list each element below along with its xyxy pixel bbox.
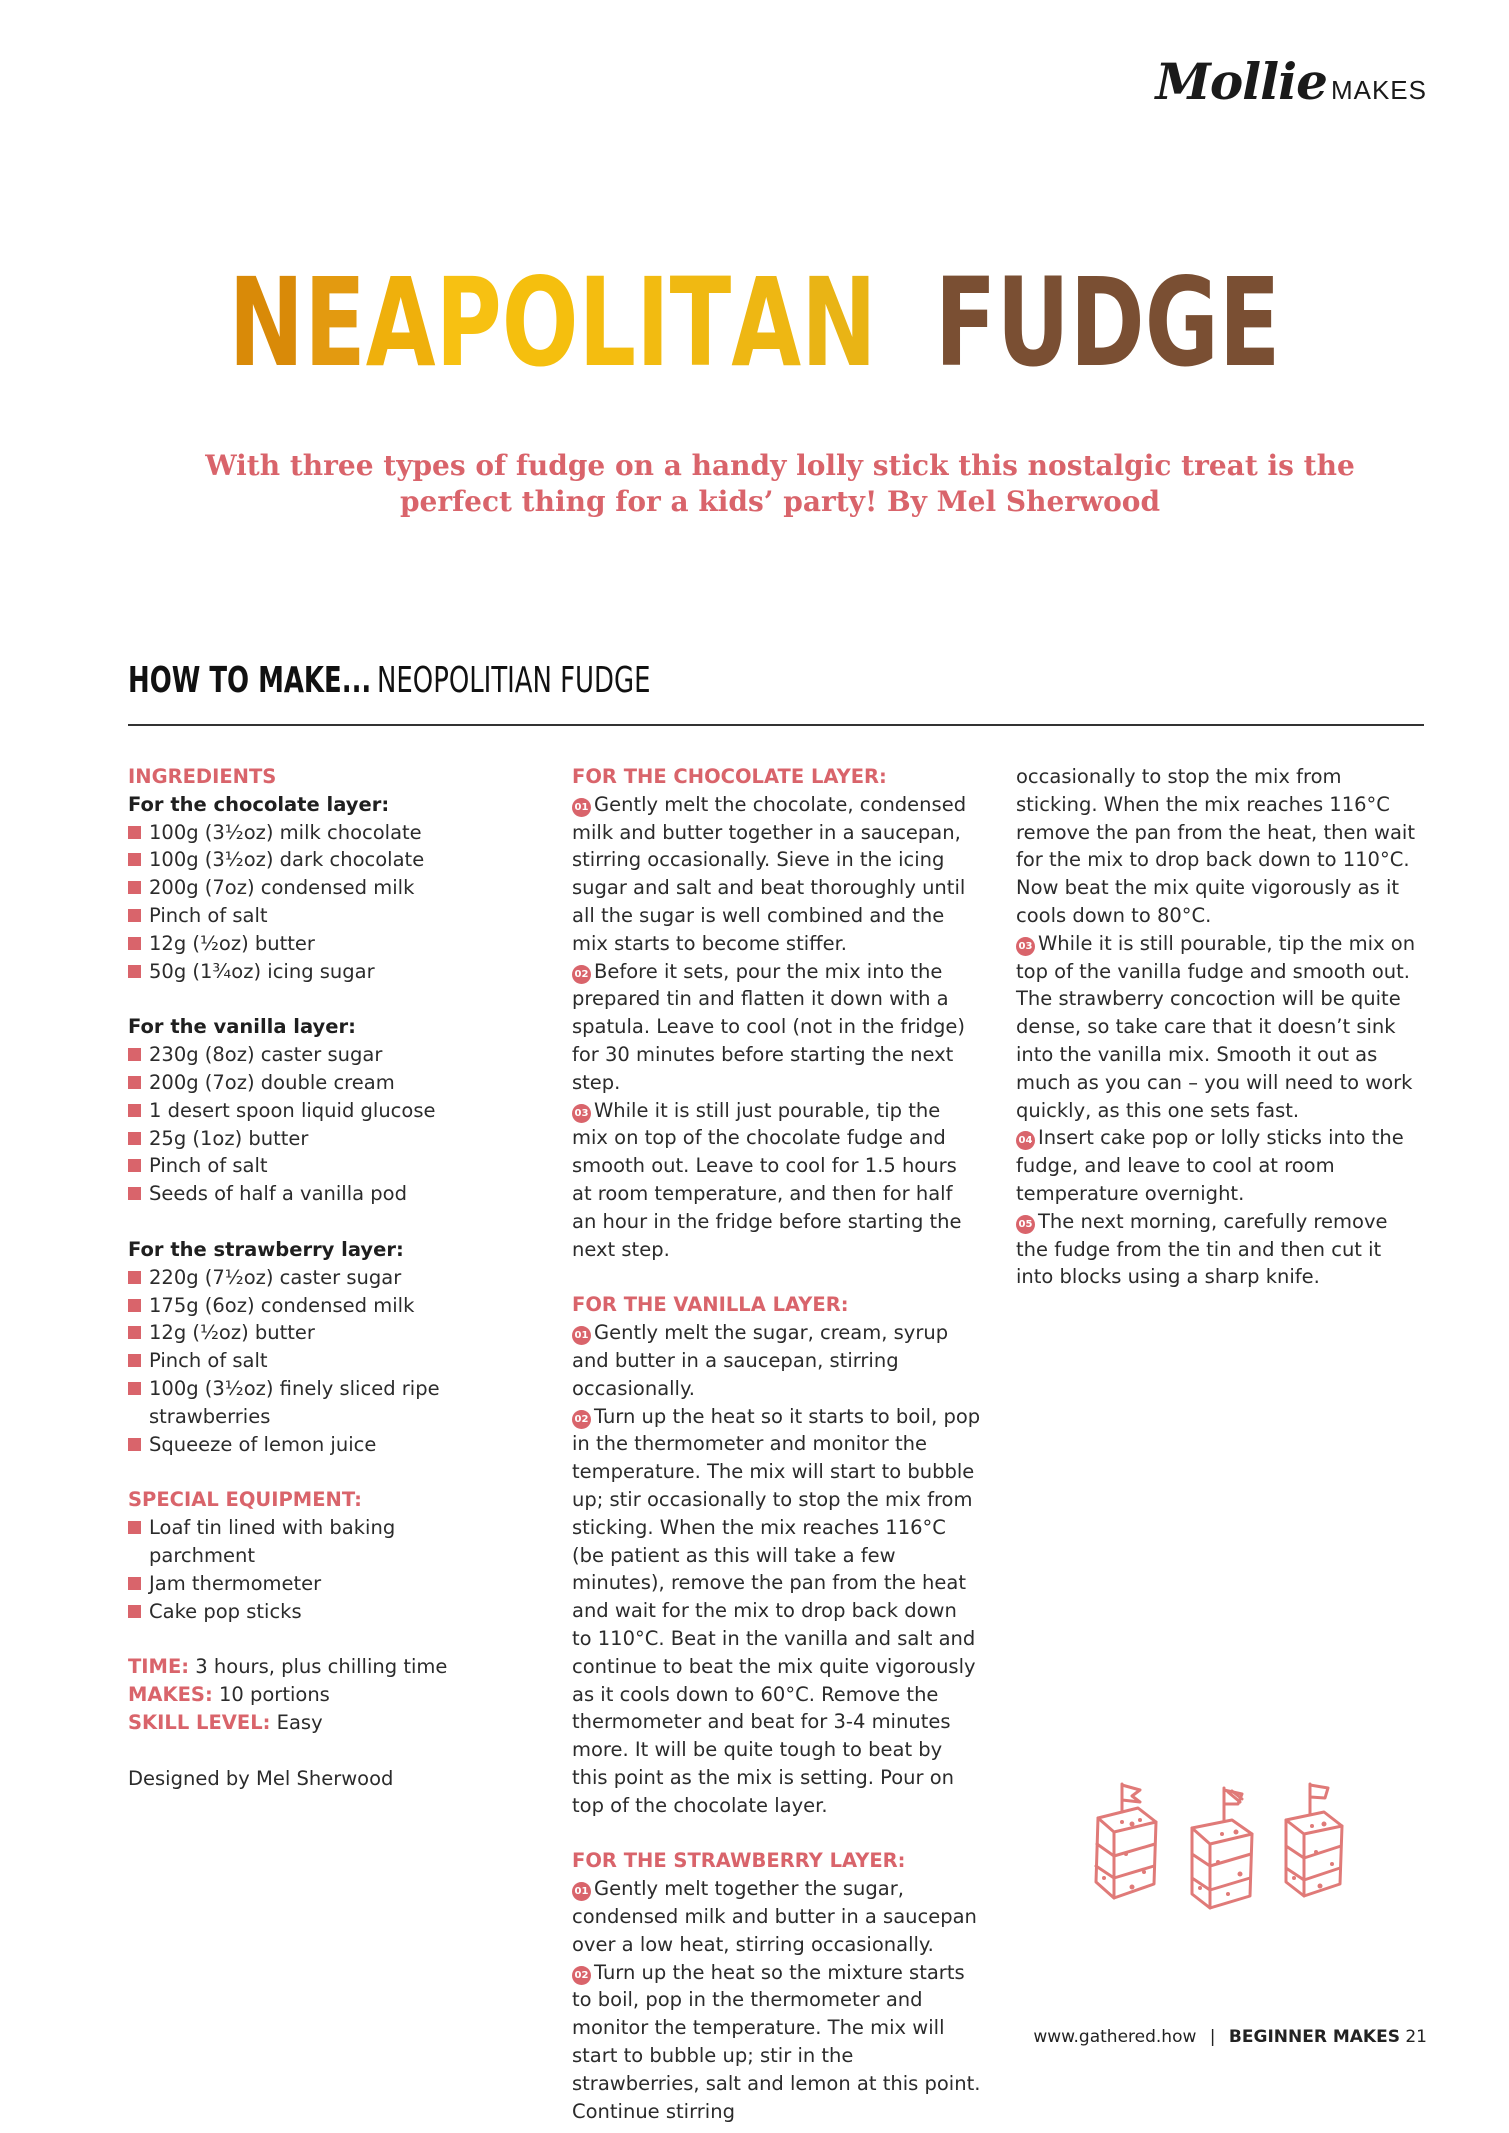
step-number-badge: 03 — [1016, 937, 1035, 956]
title-letter: N — [228, 252, 305, 394]
brand-makes: MAKES — [1330, 75, 1427, 105]
equipment-item: Loaf tin lined with baking parchment — [128, 1514, 458, 1570]
step-text: Gently melt together the sugar, condensed milk and butter in a saucepan over a low heat, stirring occasionally. — [572, 1877, 977, 1956]
strawberry-ingredients-list — [128, 1264, 458, 1459]
method-step — [1016, 1208, 1416, 1291]
ingredients-heading: INGREDIENTS — [128, 765, 277, 788]
title-letter: N — [801, 252, 877, 394]
standfirst: With three types of fudge on a handy lolly stick this nostalgic treat is the perfect thing for a kids’ party! By Mel Sherwood — [205, 449, 1355, 518]
skill-value: Easy — [276, 1710, 323, 1734]
method-step — [572, 791, 982, 958]
makes-info — [128, 1681, 458, 1709]
ingredient-item: Squeeze of lemon juice — [128, 1431, 458, 1459]
step-number-badge: 02 — [572, 965, 591, 984]
title-letter: A — [365, 252, 436, 394]
ingredient-item: Pinch of salt — [128, 902, 458, 930]
step-number-badge: 05 — [1016, 1215, 1035, 1234]
skill-label: SKILL LEVEL: — [128, 1710, 271, 1734]
heading-rule — [128, 724, 1424, 726]
footer-section: BEGINNER MAKES — [1228, 2027, 1400, 2047]
fudge-pop-2 — [1192, 1788, 1252, 1908]
ingredient-item: 100g (3½oz) dark chocolate — [128, 846, 458, 874]
chocolate-method-heading: FOR THE CHOCOLATE LAYER: — [572, 765, 887, 788]
vanilla-method-steps — [572, 1319, 982, 1819]
how-to-project: NEOPOLITIAN FUDGE — [377, 660, 651, 701]
vanilla-ingredients-list — [128, 1041, 458, 1208]
step-number-badge: 02 — [572, 1410, 591, 1429]
time-value: 3 hours, plus chilling time — [195, 1655, 448, 1679]
step-number-badge: 04 — [1016, 1131, 1035, 1150]
page-number: 21 — [1405, 2027, 1427, 2047]
fudge-pops-illustration — [1092, 1782, 1354, 1916]
makes-label: MAKES: — [128, 1683, 213, 1707]
strawberry-method-steps — [572, 1875, 982, 2125]
ingredient-item: 25g (1oz) butter — [128, 1125, 458, 1153]
title-letter: T — [669, 252, 732, 394]
chocolate-method-steps — [572, 791, 982, 1264]
time-label: TIME: — [128, 1655, 190, 1679]
designer-credit: Designed by Mel Sherwood — [128, 1766, 394, 1790]
method-step — [1016, 1124, 1416, 1207]
chocolate-ingredients-list — [128, 819, 458, 986]
step-number-badge: 03 — [572, 1104, 591, 1123]
how-to-heading — [128, 660, 650, 701]
ingredient-item: Pinch of salt — [128, 1347, 458, 1375]
ingredient-item: 12g (½oz) butter — [128, 1319, 458, 1347]
brand-logo — [1155, 52, 1427, 111]
step-text: Before it sets, pour the mix into the prepared tin and flatten it down with a spatula. Leave to cool (not in the fridge) for 30 minutes before starting the next step. — [572, 959, 966, 1094]
ingredient-item: 1 desert spoon liquid glucose — [128, 1097, 458, 1125]
equipment-list — [128, 1514, 458, 1625]
step-text: Insert cake pop or lolly sticks into the fudge, and leave to cool at room temperature overnight. — [1016, 1126, 1404, 1205]
ingredient-item: Pinch of salt — [128, 1152, 458, 1180]
time-info — [128, 1653, 458, 1681]
ingredient-item: Seeds of half a vanilla pod — [128, 1180, 458, 1208]
brand-script: Mollie — [1155, 52, 1327, 111]
title-letter: A — [731, 252, 802, 394]
method-step — [1016, 930, 1416, 1125]
step-number-badge: 01 — [572, 1882, 591, 1901]
step-number-badge: 01 — [572, 798, 591, 817]
footer-separator: | — [1209, 2027, 1216, 2047]
step-text: Turn up the heat so it starts to boil, pop in the thermometer and monitor the temperature. The mix will start to bubble up; stir occasionally to stop the mix from sticking. When the mix reaches 116°C (be patient as this will take a few minutes), remove the pan from the heat and wait for the mix to drop back down to 110°C. Beat in the vanilla and salt and continue to beat the mix quite vigorously as it cools down to 60°C. Remove the thermometer and beat for 3-4 minutes more. It will be quite tough to beat by this point as the mix is setting. Pour on top of the chocolate layer. — [572, 1404, 981, 1817]
ingredient-item: 230g (8oz) caster sugar — [128, 1041, 458, 1069]
step-number-badge: 02 — [572, 1966, 591, 1985]
step-text: While it is still just pourable, tip the mix on top of the chocolate fudge and smooth out. Leave to cool for 1.5 hours at room temperature, and then for half an hour in the fridge before starting the next step. — [572, 1098, 962, 1261]
equipment-heading: SPECIAL EQUIPMENT: — [128, 1488, 362, 1512]
fudge-pop-1 — [1096, 1784, 1156, 1898]
title-letter: P — [435, 252, 502, 394]
ingredients-column — [128, 763, 458, 1793]
page-title — [196, 252, 1313, 394]
ingredient-item: 100g (3½oz) finely sliced ripe strawberries — [128, 1375, 458, 1431]
method-step — [572, 1403, 982, 1820]
ingredient-item: 175g (6oz) condensed milk — [128, 1292, 458, 1320]
strawberry-step-continued: occasionally to stop the mix from sticking. When the mix reaches 116°C remove the pan from the heat, then wait for the mix to drop back down to 110°C. Now beat the mix quite vigorously as it cools down to 80°C. — [1016, 765, 1415, 927]
title-letter: L — [578, 252, 637, 394]
step-text: While it is still pourable, tip the mix on top of the vanilla fudge and smooth out. The strawberry concoction will be quite dense, so take care that it doesn’t sink into the vanilla mix. Smooth it out as much as you can – you will need to work quickly, as this one sets fast. — [1016, 931, 1416, 1122]
step-text: Turn up the heat so the mixture starts to boil, pop in the thermometer and monitor the temperature. The mix will start to bubble up; stir in the strawberries, salt and lemon at this point. Continue stirring — [572, 1960, 981, 2123]
vanilla-method-heading: FOR THE VANILLA LAYER: — [572, 1293, 849, 1317]
method-step — [572, 958, 982, 1097]
equipment-item: Jam thermometer — [128, 1570, 458, 1598]
strawberry-method-more-steps — [1016, 930, 1416, 1291]
ingredient-item: 100g (3½oz) milk chocolate — [128, 819, 458, 847]
method-step — [572, 1959, 982, 2126]
method-column-2 — [1016, 763, 1416, 1291]
ingredient-item: 12g (½oz) butter — [128, 930, 458, 958]
vanilla-ingredients-title: For the vanilla layer: — [128, 1015, 356, 1039]
equipment-item: Cake pop sticks — [128, 1598, 458, 1626]
title-letter: E — [304, 252, 366, 394]
step-number-badge: 01 — [572, 1326, 591, 1345]
ingredient-item: 50g (1¾oz) icing sugar — [128, 958, 458, 986]
ingredient-item: 200g (7oz) condensed milk — [128, 874, 458, 902]
strawberry-method-heading: FOR THE STRAWBERRY LAYER: — [572, 1849, 906, 1873]
method-column-1 — [572, 763, 982, 2125]
title-word-fudge: FUDGE — [934, 252, 1281, 394]
method-step — [572, 1875, 982, 1958]
title-word-neapolitan — [229, 252, 877, 394]
ingredient-item: 200g (7oz) double cream — [128, 1069, 458, 1097]
title-letter: I — [636, 252, 670, 394]
step-text: The next morning, carefully remove the fudge from the tin and then cut it into blocks using a sharp knife. — [1016, 1209, 1388, 1289]
strawberry-ingredients-title: For the strawberry layer: — [128, 1237, 404, 1261]
makes-value: 10 portions — [218, 1683, 330, 1707]
how-to-label: HOW TO MAKE... — [128, 660, 372, 701]
title-letter: O — [501, 252, 579, 394]
method-step — [572, 1319, 982, 1402]
ingredient-item: 220g (7½oz) caster sugar — [128, 1264, 458, 1292]
step-text: Gently melt the sugar, cream, syrup and butter in a saucepan, stirring occasionally. — [572, 1321, 949, 1400]
chocolate-ingredients-title: For the chocolate layer: — [128, 792, 390, 816]
skill-info — [128, 1709, 458, 1737]
footer-url[interactable]: www.gathered.how — [1033, 2027, 1197, 2047]
method-step — [572, 1097, 982, 1264]
step-text: Gently melt the chocolate, condensed milk and butter together in a saucepan, stirring occasionally. Sieve in the icing sugar and salt and beat thoroughly until all the sugar is well combined and the mix starts to become stiffer. — [572, 792, 967, 955]
page-footer — [1033, 2027, 1427, 2047]
